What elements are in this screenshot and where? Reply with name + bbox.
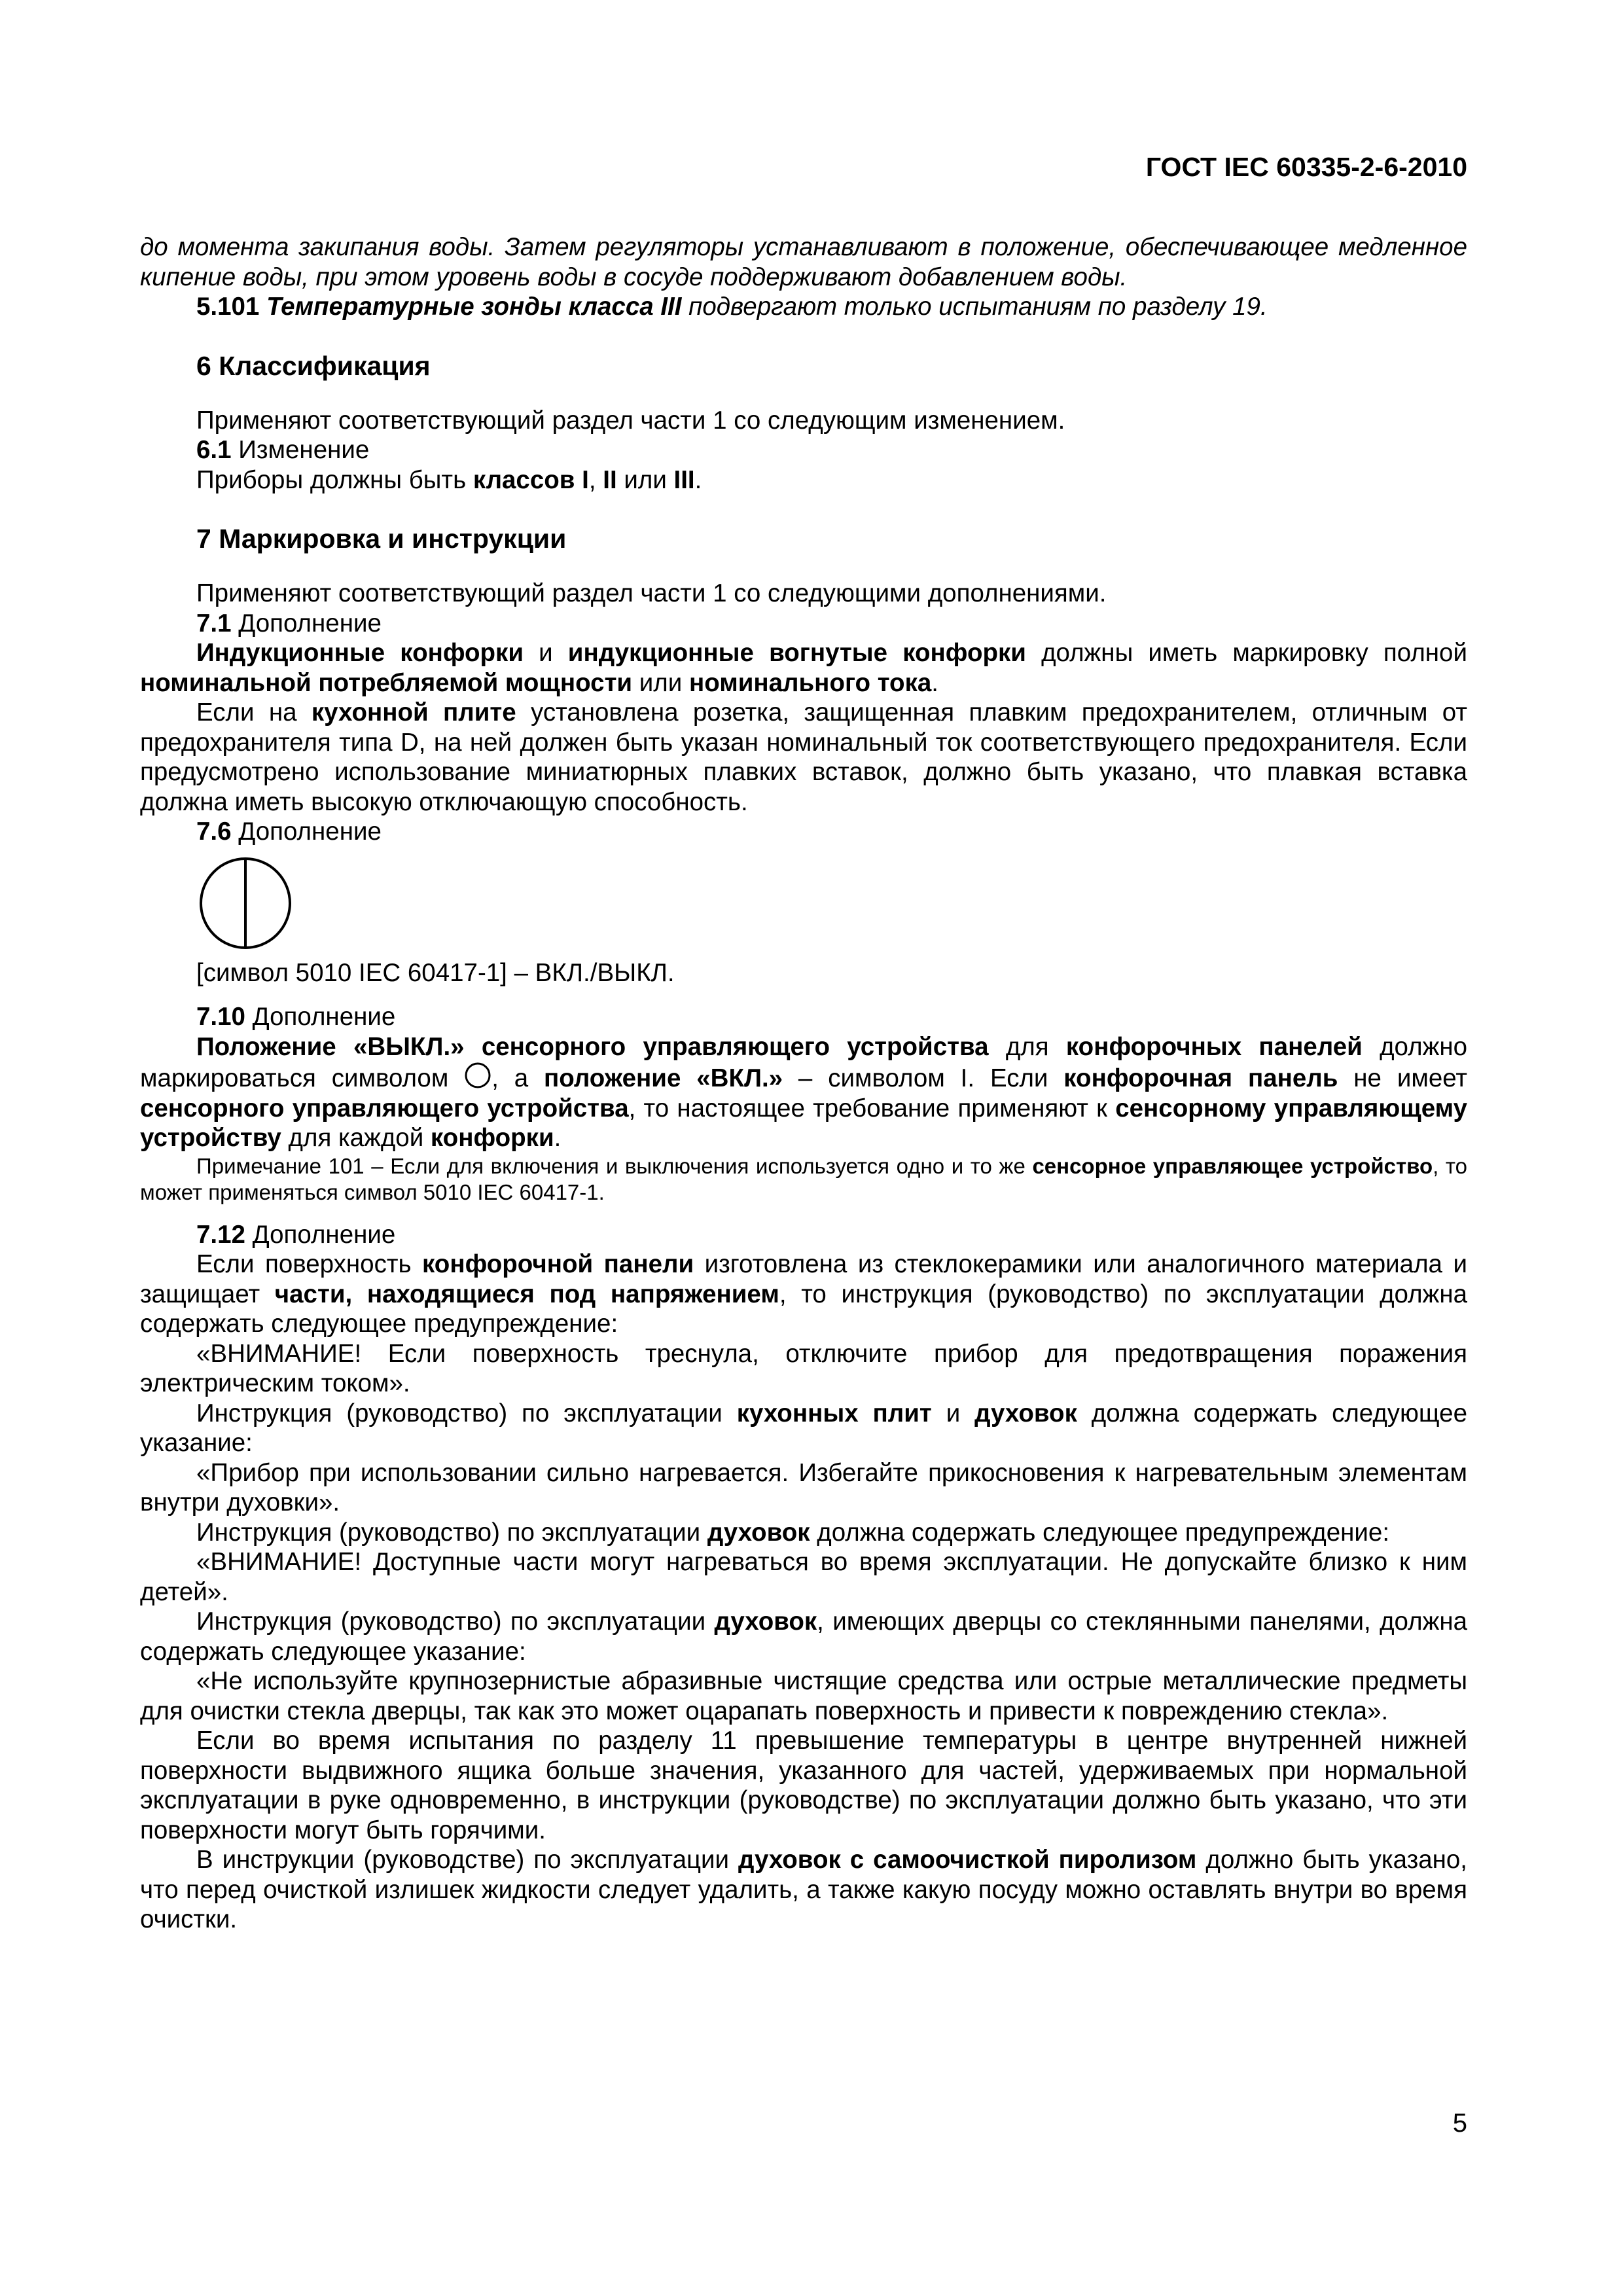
instructions-oven-doors [140, 1607, 1467, 1666]
text-run: и [524, 639, 568, 667]
term: положение «ВКЛ.» [544, 1064, 783, 1092]
clause-label: Дополнение [231, 817, 382, 846]
text-run: должно маркироваться символом [140, 1032, 1468, 1092]
term: номинального тока [688, 668, 932, 697]
warning-children: «ВНИМАНИЕ! Доступные части могут нагреваться во время эксплуатации. Не допускайте близко к ним детей». [140, 1548, 1467, 1606]
clause-label: Изменение [231, 436, 370, 464]
term: сенсорного управляющего устройства [140, 1094, 629, 1122]
text-run: Приборы должны быть [196, 465, 473, 494]
text-run: для каждой [281, 1124, 431, 1152]
clause-label: Дополнение [245, 1003, 396, 1031]
instructions-ovens [140, 1518, 1467, 1548]
text-run: В инструкции (руководстве) по эксплуатации [196, 1846, 739, 1874]
term: конфорочных панелей [1065, 1032, 1363, 1061]
section-7-heading: 7 Маркировка и инструкции [196, 524, 567, 554]
warning-abrasives: «Не используйте крупнозернистые абразивные чистящие средства или острые металлические предметы для очистки стекла дверцы, так как это может оцарапать поверхность и привести к повреждению стекла». [140, 1667, 1467, 1725]
standard-code-header: ГОСТ IEC 60335-2-6-2010 [1145, 152, 1467, 182]
term: духовок [714, 1607, 817, 1636]
clause-7-12 [140, 1220, 1467, 1250]
term: III [673, 465, 695, 494]
text-run: Если на [196, 698, 312, 726]
clause-text: подвергают только испытаниям по разделу 19. [681, 293, 1268, 321]
term: кухонной плите [311, 698, 516, 726]
section-7-intro: Применяют соответствующий раздел части 1 со следующими дополнениями. [196, 579, 1107, 607]
term: классов I [473, 465, 589, 494]
off-position-paragraph [140, 1032, 1467, 1153]
clause-label: Дополнение [245, 1220, 396, 1249]
text-run: Инструкция (руководство) по эксплуатации [196, 1518, 707, 1547]
instructions-cookers-ovens [140, 1399, 1467, 1458]
page-content [140, 232, 1467, 1935]
term: II [603, 465, 617, 494]
text-run: Инструкция (руководство) по эксплуатации [196, 1607, 715, 1636]
section-6-intro: Применяют соответствующий раздел части 1 со следующим изменением. [196, 406, 1065, 435]
term: сенсорное управляющее устройство [1032, 1153, 1433, 1178]
text-run: . [931, 668, 938, 697]
clause-7-6 [140, 817, 1467, 847]
text-run: и [931, 1399, 975, 1427]
text-run: , то настоящее требование применяют к [628, 1094, 1116, 1122]
term: Индукционные конфорки [196, 639, 524, 667]
text-run: Инструкция (руководство) по эксплуатации [196, 1399, 737, 1427]
text-run: или [616, 465, 674, 494]
note-101 [140, 1153, 1467, 1206]
text-run: . [694, 465, 702, 494]
page-number: 5 [1452, 2109, 1467, 2138]
term: Положение «ВЫКЛ.» сенсорного управляющего устройства [196, 1032, 989, 1061]
clause-7-10 [140, 1002, 1467, 1032]
text-run: должны иметь маркировку полной [1026, 639, 1467, 667]
term: части, находящиеся под напряжением [274, 1280, 779, 1308]
text-run: установлена розетка, защищенная плавким предохранителем, отличным от предохранителя типа D, на ней должен быть указан номинальный ток соответствующего предохранителя. Если предусмотрено использование миниатюрных плавких вставок, должно быть указано, что плавкая вставка должна иметь высокую отключающую способность. [140, 698, 1467, 816]
term: индукционные вогнутые конфорки [567, 639, 1026, 667]
pyrolytic-paragraph [140, 1845, 1467, 1935]
term: духовок [707, 1518, 810, 1547]
clause-term: Температурные зонды класса III [266, 293, 682, 321]
clause-label: Дополнение [231, 609, 382, 637]
clause-number: 7.10 [196, 1003, 245, 1031]
text-run: , [588, 465, 603, 494]
on-off-symbol-block [198, 847, 1467, 958]
term: духовок [974, 1399, 1077, 1427]
text-run: – символом I. Если [783, 1064, 1064, 1092]
text-run: или [632, 668, 689, 697]
spacer [140, 1206, 1467, 1220]
clause-7-1 [140, 609, 1467, 639]
term: конфорки [430, 1124, 554, 1152]
clause-number: 7.6 [196, 817, 232, 846]
symbol-caption: [символ 5010 IEC 60417-1] – ВКЛ./ВЫКЛ. [196, 958, 675, 987]
term: духовок с самоочисткой пиролизом [738, 1846, 1197, 1874]
term: кухонных плит [736, 1399, 932, 1427]
warning-crack: «ВНИМАНИЕ! Если поверхность треснула, отключите прибор для предотвращения поражения электрическим током». [140, 1339, 1467, 1397]
induction-paragraph [140, 638, 1467, 698]
classes-paragraph [140, 465, 1467, 495]
clause-number: 5.101 [196, 293, 260, 321]
text-run: Примечание 101 – Если для включения и выключения используется одно и то же [196, 1153, 1033, 1178]
clause-6-1 [140, 435, 1467, 465]
text-run: Если поверхность [196, 1250, 423, 1278]
text-run: должна содержать следующее указание: [140, 1399, 1468, 1457]
text-run: , имеющих дверцы со стеклянными панелями, должна содержать следующее указание: [140, 1607, 1467, 1666]
off-circle-symbol-icon [464, 1062, 491, 1089]
text-run: , то может применяться символ 5010 IEC 60417-1. [140, 1153, 1468, 1204]
text-run: изготовлена из стеклокерамики или аналогичного материала и защищает [140, 1250, 1467, 1308]
text-run: не имеет [1338, 1064, 1467, 1092]
text-run: , а [491, 1064, 544, 1092]
clause-number: 6.1 [196, 436, 232, 464]
term: сенсорному управляющему устройству [140, 1094, 1467, 1152]
socket-paragraph [140, 698, 1467, 817]
section-6-heading: 6 Классификация [196, 350, 431, 381]
term: номинальной потребляемой мощности [140, 668, 633, 697]
on-off-symbol-icon [198, 856, 296, 954]
warning-hot: «Прибор при использовании сильно нагревается. Избегайте прикосновения к нагревательным элементам внутри духовки». [140, 1458, 1467, 1516]
drawer-temperature-paragraph: Если во время испытания по разделу 11 превышение температуры в центре внутренней нижней поверхности выдвижного ящика больше значения, указанного для частей, удерживаемых при нормальной эксплуатации в руке одновременно, в инструкции (руководстве) по эксплуатации должно быть указано, что эти поверхности могут быть горячими. [140, 1727, 1467, 1844]
spacer [140, 988, 1467, 1002]
text-run: для [988, 1032, 1066, 1061]
text-run: , то инструкция (руководство) по эксплуатации должна содержать следующее предупреждение: [140, 1280, 1467, 1338]
text-run: должна содержать следующее предупреждение: [810, 1518, 1390, 1547]
clause-number: 7.12 [196, 1220, 245, 1249]
text-run: должно быть указано, что перед очисткой излишек жидкости следует удалить, а также какую посуду можно оставлять внутри во время очистки. [140, 1846, 1468, 1933]
term: конфорочной панели [422, 1250, 694, 1278]
text-run: . [554, 1124, 562, 1152]
intro-paragraph: до момента закипания воды. Затем регуляторы устанавливают в положение, обеспечивающее медленное кипение воды, при этом уровень воды в сосуде поддерживают добавлением воды. [140, 233, 1467, 291]
glass-ceramic-paragraph [140, 1249, 1467, 1339]
clause-5-101 [140, 292, 1467, 322]
term: конфорочная панель [1063, 1064, 1338, 1092]
clause-number: 7.1 [196, 609, 232, 637]
